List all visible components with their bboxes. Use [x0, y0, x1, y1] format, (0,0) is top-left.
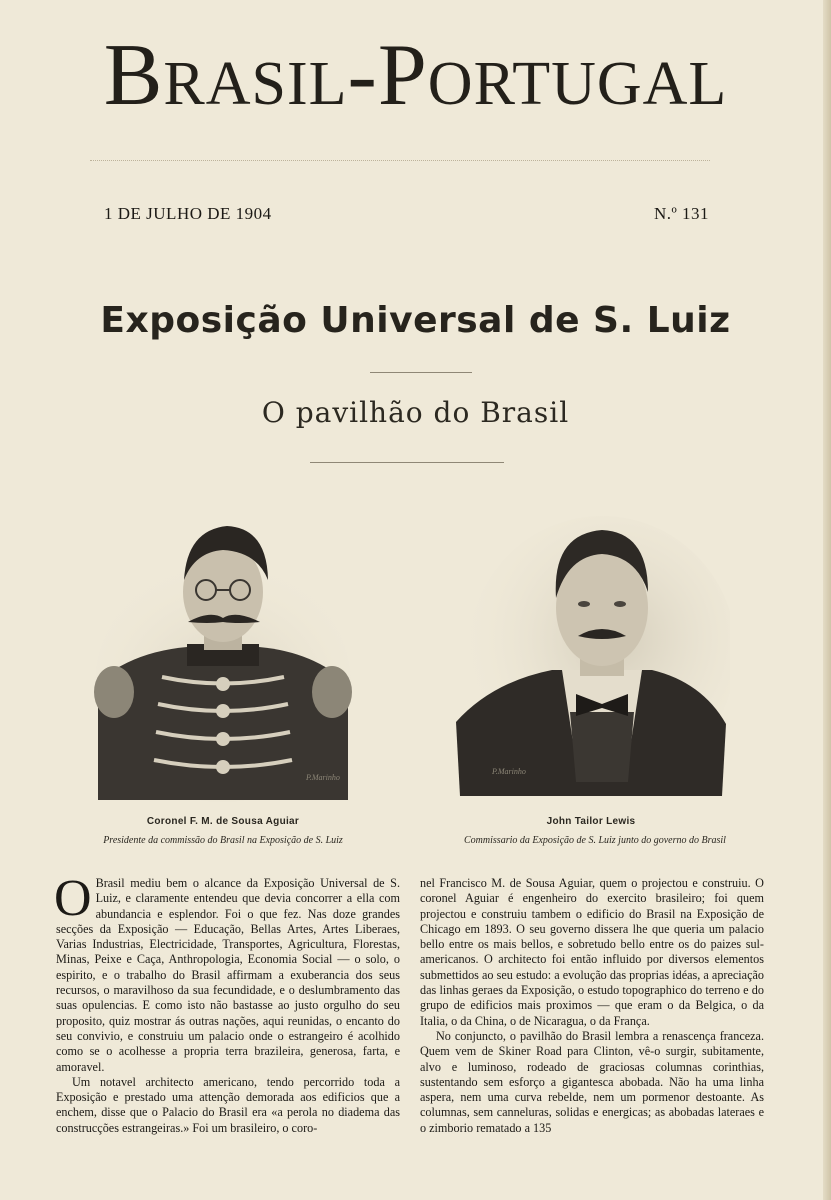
subheadline-rule — [310, 462, 504, 463]
page-edge — [823, 0, 831, 1200]
portrait-caption-name: Coronel F. M. de Sousa Aguiar — [146, 816, 300, 827]
drop-cap: O — [54, 870, 92, 927]
civilian-portrait-image — [452, 512, 730, 804]
article-paragraph: nel Francisco M. de Sousa Aguiar, quem o projectou e construiu. O coronel Aguiar é engenheiro do exercito brasileiro; foi quem projectou e construiu tambem o edificio do Brasil na Exposição de Chicago em 1893. O seu governo dissera lhe que queria um palacio bello entre os mais bellos, e sobretudo bello entre os do paizes sul-americanos. O architecto foi então influido por diversos elementos submettidos ao seu estudo: a evolução das proprias idéas, a apreciação das linhas geraes da Exposição, o estudo topographico do terreno e do grupo de edificios mais proximos — que eram o da Belgica, o da Italia, o da China, o de Nicaragua, o da França. — [420, 876, 764, 1028]
paragraph-text: Brasil mediu bem o alcance da Exposição Universal de S. Luiz, e claramente entendeu que devia concorrer a ella com abundancia e esplendor. Foi o que fez. Nas doze grandes secções da Exposição — Educação, Bellas Artes, Artes Liberaes, Varias Industrias, Electricidade, Transportes, Agricultura, Florestas, Minas, Peixe e Caça, Anthropologia, Economia Social — o solo, o espirito, e o trabalho do Brasil affirmam a exuberancia dos seus recursos, o maravilhoso da sua fecundidade, e o deslumbramento das suas opulencias. E como isto não bastasse ao justo orgulho do seu proposito, quiz mostrar ás outras nações, aqui reunidas, o encanto do seu convivio, e construiu um palacio onde o estrangeiro é acolhido como se o acolhesse a propria terra brazileira, generosa, farta, e amoravel. — [56, 876, 400, 1074]
portrait-caption-role: Commissario da Exposição de S. Luiz junto do governo do Brasil — [464, 835, 726, 846]
masthead: Brasil-Portugal — [103, 27, 728, 124]
portrait-sousa-aguiar — [92, 512, 354, 804]
portrait-caption-name: John Tailor Lewis — [546, 816, 636, 827]
article-column-right — [420, 876, 764, 1136]
article-paragraph: Um notavel architecto americano, tendo percorrido toda a Exposição e prestado uma attenção demorada aos edificios que a enchem, disse que o Palacio do Brasil era «a perola no diadema das construcções estrangeiras.» Foi um brasileiro, o coro- — [56, 1074, 400, 1135]
subheadline: O pavilhão do Brasil — [261, 396, 570, 429]
article-paragraph: No conjuncto, o pavilhão do Brasil lembra a renascença franceza. Quem vem de Skiner Road para Clinton, vê-o surgir, subitamente, alvo e luminoso, rodeado de graciosas columnas corinthias, sustentando sem esforço a gigantesca abobada. Não ha uma linha aspera, nem uma curva rebelde, nem um pormenor destoante. As columnas, sem canneluras, solidas e energicas; as abobadas lateraes e o zimborio rematado a 135 — [420, 1028, 764, 1135]
engraver-signature: P.Marinho — [306, 773, 340, 782]
date-line: 1 DE JULHO DE 1904 — [104, 204, 272, 223]
headline-rule — [370, 372, 472, 373]
article-paragraph — [54, 870, 400, 1075]
headline: Exposição Universal de S. Luiz — [100, 300, 731, 341]
engraver-signature: P.Marinho — [492, 767, 526, 776]
portrait-john-tailor-lewis — [452, 512, 730, 804]
article-column-left — [54, 870, 400, 1136]
officer-portrait-image — [92, 512, 354, 804]
portrait-caption-role: Presidente da commissão do Brasil na Exposição de S. Luiz — [103, 835, 343, 846]
masthead-rule — [90, 160, 710, 161]
issue-number: N.º 131 — [654, 204, 710, 223]
